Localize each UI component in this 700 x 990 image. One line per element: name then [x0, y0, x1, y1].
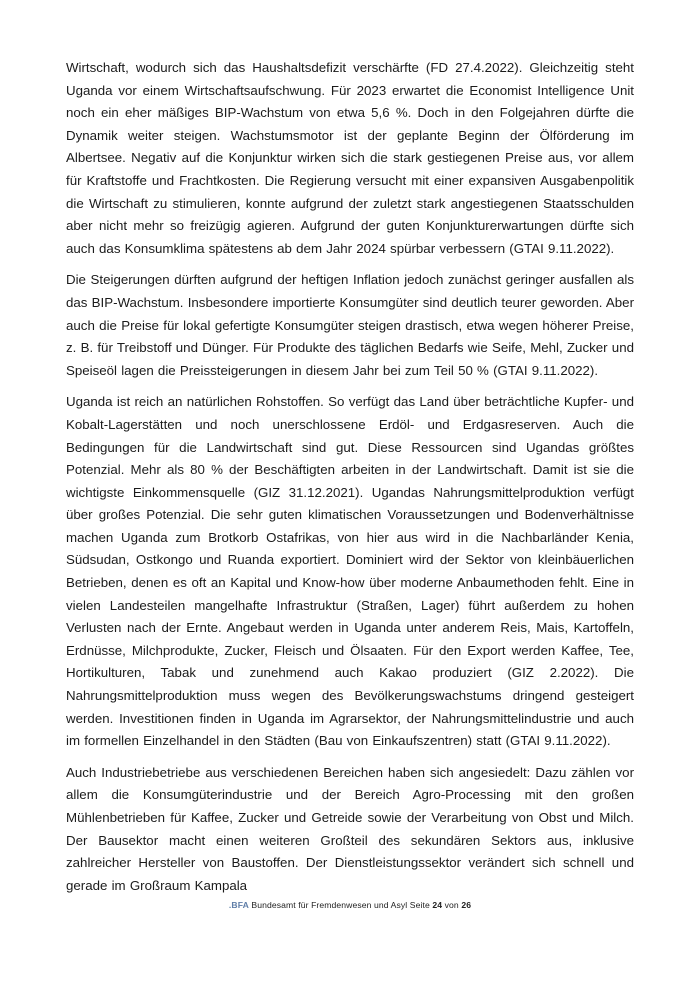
- footer-page-current: 24: [432, 900, 443, 910]
- page-body-text: [66, 57, 634, 906]
- footer-of-label: von: [444, 900, 459, 910]
- page-footer: [0, 899, 700, 911]
- paragraph-industry-services: Auch Industriebetriebe aus verschiedenen Bereichen haben sich angesiedelt: Dazu zählen vor allem die Konsumgüterindustrie und der Bereich Agro-Processing mit den großen Mühlenbetrieben für Kaffee, Zucker und Getreide sowie der Verarbeitung von Obst und Milch. Der Bausektor macht einen weiteren Großteil des sekundären Sektors aus, inklusive zahlreicher Hersteller von Baustoffen. Der Dienstleistungssektor verändert sich schnell und gerade im Großraum Kampala: [66, 764, 634, 893]
- paragraph-inflation-prices: Die Steigerungen dürften aufgrund der heftigen Inflation jedoch zunächst geringer ausfallen als das BIP-Wachstum. Insbesondere importierte Konsumgüter sind deutlich teurer geworden. Aber auch die Preise für lokal gefertigte Konsumgüter steigen drastisch, etwa wegen höherer Preise, z. B. für Treibstoff und Dünger. Für Produkte des täglichen Bedarfs wie Seife, Mehl, Zucker und Speiseöl lagen die Preissteigerungen in diesem Jahr bei zum Teil 50 % (GTAI 9.11.2022).: [66, 272, 634, 378]
- footer-org-name: Bundesamt für Fremdenwesen und Asyl: [251, 900, 408, 910]
- paragraph-economy-outlook: Wirtschaft, wodurch sich das Haushaltsdefizit verschärfte (FD 27.4.2022). Gleichzeitig steht Uganda vor einem Wirtschaftsaufschwung. Für 2023 erwartet die Economist Intelligence Unit noch ein eher mäßiges BIP-Wachstum von etwa 5,6 %. Doch in den Folgejahren dürfte die Dynamik weiter steigen. Wachstumsmotor ist der geplante Beginn der Ölförderung im Albertsee. Negativ auf die Konjunktur wirken sich die stark gestiegenen Preise aus, vor allem für Kraftstoffe und Frachtkosten. Die Regierung versucht mit einer expansiven Ausgabenpolitik die Wirtschaft zu stimulieren, konnte aufgrund der zuletzt stark angestiegenen Staatsschulden aber nicht mehr so freizügig agieren. Aufgrund der guten Konjunkturerwartungen dürfte sich auch das Konsumklima spätestens ab dem Jahr 2024 spürbar verbessern (GTAI 9.11.2022).: [66, 60, 634, 256]
- paragraph-resources-agriculture: Uganda ist reich an natürlichen Rohstoffen. So verfügt das Land über beträchtliche Kupfer- und Kobalt-Lagerstätten und noch unerschlossene Erdöl- und Erdgasreserven. Auch die Bedingungen für die Landwirtschaft sind gut. Diese Ressourcen sind Ugandas größtes Potenzial. Mehr als 80 % der Beschäftigten arbeiten in der Landwirtschaft. Damit ist sie die wichtigste Einkommensquelle (GIZ 31.12.2021). Ugandas Nahrungsmittelproduktion verfügt über großes Potenzial. Die sehr guten klimatischen Voraussetzungen und Bodenverhältnisse machen Uganda zum Brotkorb Ostafrikas, von hier aus wird in die Nachbarländer Kenia, Südsudan, Ostkongo und Ruanda exportiert. Dominiert wird der Sektor von kleinbäuerlichen Betrieben, denen es oft an Kapital und Know-how über moderne Anbaumethoden fehlt. Eine in vielen Landesteilen mangelhafte Infrastruktur (Straßen, Lager) führt außerdem zu hohen Verlusten nach der Ernte. Angebaut werden in Uganda unter anderem Reis, Mais, Kartoffeln, Erdnüsse, Milchprodukte, Zucker, Fleisch und Ölsaaten. Für den Export werden Kaffee, Tee, Hortikulturen, Tabak und zunehmend auch Kakao produziert (GIZ 2.2022). Die Nahrungsmittelproduktion muss wegen des Bevölkerungswachstums dringend gesteigert werden. Investitionen finden in Uganda im Agrarsektor, der Nahrungsmittelindustrie und auch im formellen Einzelhandel in den Städten (Bau von Einkaufszentren) statt (GTAI 9.11.2022).: [66, 394, 634, 749]
- bfa-logo: .BFA: [228, 900, 249, 910]
- footer-page-label: Seite: [409, 900, 430, 910]
- footer-page-total: 26: [461, 900, 472, 910]
